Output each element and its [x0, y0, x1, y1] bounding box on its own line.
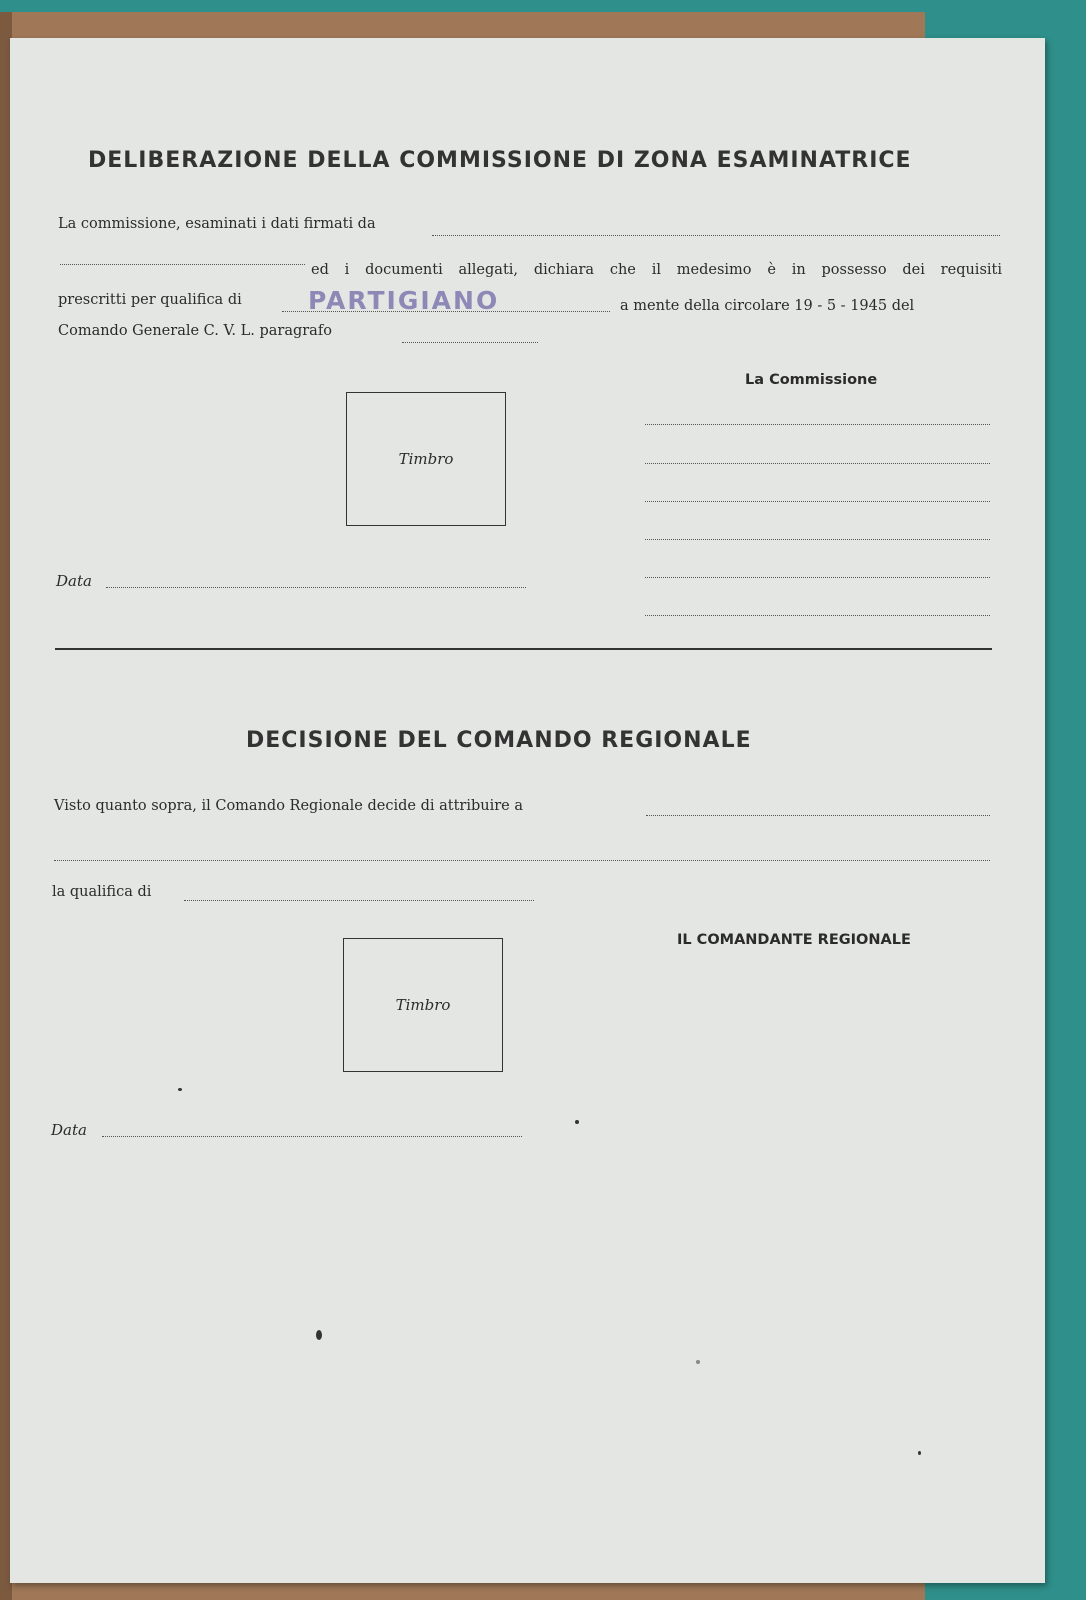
ink-blemish — [316, 1330, 322, 1340]
section1-title: DELIBERAZIONE DELLA COMMISSIONE DI ZONA ESAMINATRICE — [88, 148, 912, 173]
partigiano-stamp: PARTIGIANO — [308, 286, 500, 315]
section2-line1: Visto quanto sopra, il Comando Regionale decide di attribuire a — [54, 798, 524, 814]
section1-date-field[interactable] — [106, 587, 526, 588]
section1-date-label: Data — [56, 572, 92, 590]
section1-line3-pre: prescritti per qualifica di — [58, 292, 242, 308]
commission-signature-line-3[interactable] — [645, 501, 990, 502]
commission-signature-line-1[interactable] — [645, 424, 990, 425]
ink-blemish — [178, 1088, 182, 1091]
recipient-continuation-field[interactable] — [54, 860, 990, 861]
commander-label: IL COMANDANTE REGIONALE — [677, 932, 911, 948]
stamp-box-2-label: Timbro — [395, 996, 451, 1014]
paragraph-field[interactable] — [402, 342, 538, 343]
recipient-field[interactable] — [646, 815, 990, 816]
section-divider — [55, 648, 992, 650]
commission-signature-line-5[interactable] — [645, 577, 990, 578]
section2-date-label: Data — [51, 1121, 87, 1139]
ink-blemish — [575, 1120, 579, 1124]
section2-title: DECISIONE DEL COMANDO REGIONALE — [246, 728, 752, 753]
document-sheet — [10, 38, 1045, 1583]
commission-label: La Commissione — [745, 372, 878, 388]
assigned-qualification-field[interactable] — [184, 900, 534, 901]
commission-signature-line-6[interactable] — [645, 615, 990, 616]
section1-line2: ed i documenti allegati, dichiara che il medesimo è in possesso dei requisiti — [311, 262, 1002, 278]
commission-signature-line-2[interactable] — [645, 463, 990, 464]
section1-line1: La commissione, esaminati i dati firmati da — [58, 216, 376, 232]
ink-blemish — [696, 1360, 700, 1364]
signer-name-continuation-field[interactable] — [60, 264, 305, 265]
section2-date-field[interactable] — [102, 1136, 522, 1137]
stamp-box-1-label: Timbro — [398, 450, 454, 468]
ink-blemish — [918, 1451, 921, 1455]
commission-signature-line-4[interactable] — [645, 539, 990, 540]
section1-line4: Comando Generale C. V. L. paragrafo — [58, 323, 332, 339]
section1-line3-post: a mente della circolare 19 - 5 - 1945 del — [620, 298, 915, 314]
stamp-box-1 — [346, 392, 506, 526]
section2-line3: la qualifica di — [52, 884, 152, 900]
signer-name-field[interactable] — [432, 235, 1000, 236]
stamp-box-2 — [343, 938, 503, 1072]
